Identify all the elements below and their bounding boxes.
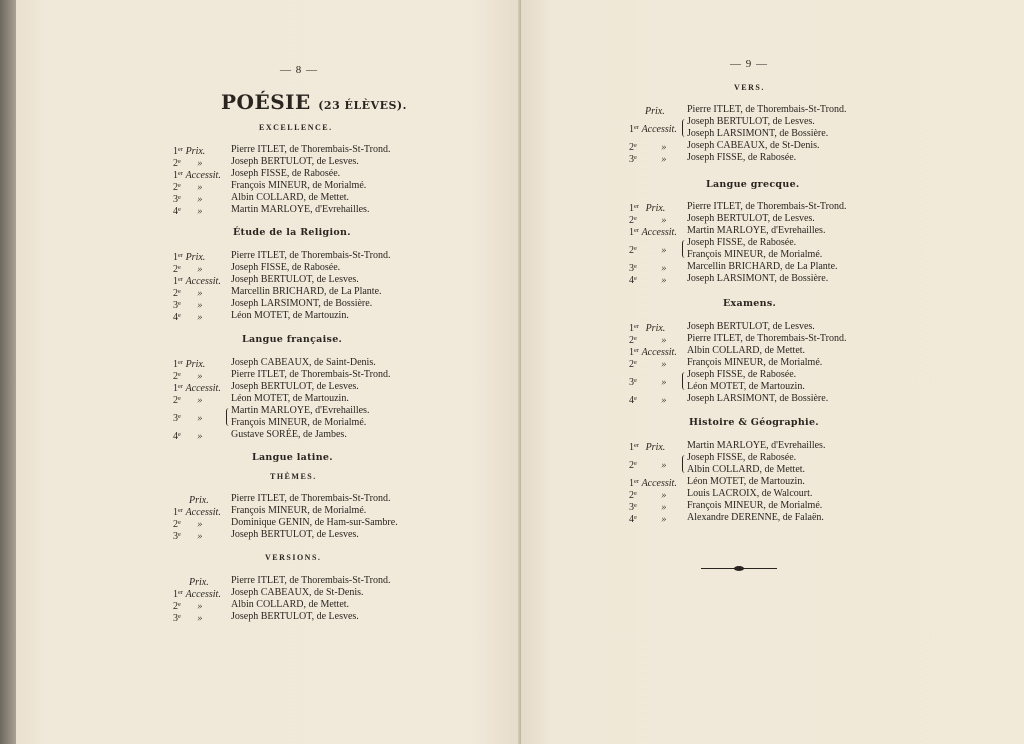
student-name: Léon MOTET, de Martouzin.: [231, 310, 349, 321]
tie-brace: [226, 408, 230, 426]
student-name: Joseph BERTULOT, de Lesves.: [231, 381, 359, 392]
page-edge: [0, 0, 16, 744]
section-heading: EXCELLENCE.: [259, 123, 333, 132]
student-name: Joseph BERTULOT, de Lesves.: [231, 156, 359, 167]
student-name: Joseph CABEAUX, de St-Denis.: [231, 587, 364, 598]
right-page: — 9 — VERS. Prix. Pierre ITLET, de Thorembais-St-Trond. 1er Accessit. Joseph BERTULOT, de Lesves. Joseph LARSIMONT, de Bossière. 2e » Joseph CABEAUX, de St-Denis. 3e » Joseph FISSE, de Rabosée. Langue grecque. 1er Prix. Pierre ITLET, de Thorembais-St-Trond. 2e » Joseph BERTULOT, de Lesves. 1er Accessit. Martin MARLOYE, d'Evrehailles. 2e » Joseph FISSE, de Rabosée. François MINEUR, de Morialmé. 3e » Marcellin BRICHARD, de La Plante. 4e » Joseph LARSIMONT, de Bossière. Examens. 1er Prix. Joseph BERTULOT, de Lesves. 2e » Pierre ITLET, de Thorembais-St-Trond. 1er Accessit. Albin COLLARD, de Mettet. 2e » François MINEUR, de Morialmé. 3e » Joseph FISSE, de Rabosée. Léon MOTET, de Martouzin. 4e » Joseph LARSIMONT, de Bossière. Histoire & Géographie. 1er Prix. Martin MARLOYE, d'Evrehailles. 2e » Joseph FISSE, de Rabosée. Albin COLLARD, de Mettet. 1er Accessit. Léon MOTET, de Martouzin. 2e » Louis LACROIX, de Walcourt. 3e » François MINEUR, de Morialmé. 4e » Alexandre DERENNE, de Falaën.: [521, 0, 1024, 744]
student-name: Léon MOTET, de Martouzin.: [687, 476, 805, 487]
student-name: Albin COLLARD, de Mettet.: [231, 192, 350, 203]
student-name: Joseph LARSIMONT, de Bossière.: [687, 128, 829, 139]
student-name: Joseph BERTULOT, de Lesves.: [231, 529, 359, 540]
student-name: Joseph FISSE, de Rabosée.: [231, 168, 341, 179]
student-name: Joseph LARSIMONT, de Bossière.: [687, 273, 829, 284]
left-page: — 8 — POÉSIE (23 ÉLÈVES). EXCELLENCE. 1er Prix. Pierre ITLET, de Thorembais-St-Trond. 2e » Joseph BERTULOT, de Lesves. 1er Accessit. Joseph FISSE, de Rabosée. 2e » François MINEUR, de Morialmé. 3e » Albin COLLARD, de Mettet. 4e » Martin MARLOYE, d'Evrehailles. Étude de la Religion. 1er Prix. Pierre ITLET, de Thorembais-St-Trond. 2e » Joseph FISSE, de Rabosée. 1er Accessit. Joseph BERTULOT, de Lesves. 2e » Marcellin BRICHARD, de La Plante. 3e » Joseph LARSIMONT, de Bossière. 4e » Léon MOTET, de Martouzin. Langue française. 1er Prix. Joseph CABEAUX, de Saint-Denis. 2e » Pierre ITLET, de Thorembais-St-Trond. 1er Accessit. Joseph BERTULOT, de Lesves. 2e » Léon MOTET, de Martouzin. 3e » Martin MARLOYE, d'Evrehailles. François MINEUR, de Morialmé. 4e » Gustave SORÉE, de Jambes. Langue latine. THÈMES. Prix. Pierre ITLET, de Thorembais-St-Trond. 1er Accessit. François MINEUR, de Morialmé. 2e » Dominique GENIN, de Ham-sur-Sambre. 3e » Joseph BERTULOT, de Lesves. VERSIONS. Prix. Pierre ITLET, de Thorembais-St-Trond. 1er Accessit. Joseph CABEAUX, de St-Denis. 2e » Albin COLLARD, de Mettet. 3e » Joseph BERTULOT, de Lesves.: [16, 0, 521, 744]
student-name: Joseph LARSIMONT, de Bossière.: [687, 393, 829, 404]
student-name: Léon MOTET, de Martouzin.: [231, 393, 349, 404]
student-name: Pierre ITLET, de Thorembais-St-Trond.: [231, 144, 391, 155]
student-name: Martin MARLOYE, d'Evrehailles.: [231, 405, 370, 416]
student-name: Joseph BERTULOT, de Lesves.: [231, 274, 359, 285]
student-name: Pierre ITLET, de Thorembais-St-Trond.: [231, 575, 391, 586]
section-heading: Langue grecque.: [706, 179, 800, 190]
student-name: Léon MOTET, de Martouzin.: [687, 381, 805, 392]
tie-brace: [682, 240, 686, 258]
tie-brace: [682, 119, 686, 137]
student-name: Pierre ITLET, de Thorembais-St-Trond.: [231, 250, 391, 261]
student-name: Louis LACROIX, de Walcourt.: [687, 488, 813, 499]
student-name: Joseph BERTULOT, de Lesves.: [231, 611, 359, 622]
end-ornament: [701, 566, 777, 572]
student-name: Joseph CABEAUX, de St-Denis.: [687, 140, 820, 151]
student-name: François MINEUR, de Morialmé.: [231, 505, 367, 516]
subsection-heading: VERSIONS.: [265, 553, 322, 562]
section-heading: VERS.: [734, 83, 765, 92]
student-name: Pierre ITLET, de Thorembais-St-Trond.: [231, 369, 391, 380]
student-name: François MINEUR, de Morialmé.: [231, 180, 367, 191]
tie-brace: [682, 455, 686, 473]
page-number: — 8 —: [280, 64, 318, 76]
student-name: Joseph FISSE, de Rabosée.: [687, 152, 797, 163]
student-name: Gustave SORÉE, de Jambes.: [231, 429, 347, 440]
student-name: François MINEUR, de Morialmé.: [231, 417, 367, 428]
student-name: François MINEUR, de Morialmé.: [687, 249, 823, 260]
student-name: Albin COLLARD, de Mettet.: [687, 345, 806, 356]
section-heading: Langue latine.: [252, 452, 333, 463]
student-name: François MINEUR, de Morialmé.: [687, 500, 823, 511]
page-number: — 9 —: [730, 58, 768, 70]
student-name: Joseph LARSIMONT, de Bossière.: [231, 298, 373, 309]
section-heading: Examens.: [723, 298, 777, 309]
subsection-heading: THÈMES.: [270, 472, 317, 481]
section-heading: Langue française.: [242, 334, 343, 345]
student-name: Pierre ITLET, de Thorembais-St-Trond.: [231, 493, 391, 504]
student-name: Joseph BERTULOT, de Lesves.: [687, 321, 815, 332]
title-note: (23 ÉLÈVES).: [318, 99, 407, 112]
student-name: Joseph FISSE, de Rabosée.: [231, 262, 341, 273]
student-name: Joseph FISSE, de Rabosée.: [687, 237, 797, 248]
title-text: POÉSIE: [221, 90, 311, 114]
page-title: [221, 90, 407, 114]
student-name: Albin COLLARD, de Mettet.: [687, 464, 806, 475]
student-name: Joseph FISSE, de Rabosée.: [687, 369, 797, 380]
section-heading: Histoire & Géographie.: [689, 417, 819, 428]
student-name: Joseph BERTULOT, de Lesves.: [687, 213, 815, 224]
student-name: Joseph BERTULOT, de Lesves.: [687, 116, 815, 127]
student-name: François MINEUR, de Morialmé.: [687, 357, 823, 368]
student-name: Alexandre DERENNE, de Falaën.: [687, 512, 824, 523]
student-name: Dominique GENIN, de Ham-sur-Sambre.: [231, 517, 398, 528]
student-name: Marcellin BRICHARD, de La Plante.: [687, 261, 838, 272]
student-name: Pierre ITLET, de Thorembais-St-Trond.: [687, 333, 847, 344]
student-name: Joseph FISSE, de Rabosée.: [687, 452, 797, 463]
student-name: Joseph CABEAUX, de Saint-Denis.: [231, 357, 376, 368]
student-name: Pierre ITLET, de Thorembais-St-Trond.: [687, 201, 847, 212]
student-name: Pierre ITLET, de Thorembais-St-Trond.: [687, 104, 847, 115]
student-name: Martin MARLOYE, d'Evrehailles.: [231, 204, 370, 215]
tie-brace: [682, 372, 686, 390]
student-name: Marcellin BRICHARD, de La Plante.: [231, 286, 382, 297]
student-name: Martin MARLOYE, d'Evrehailles.: [687, 225, 826, 236]
student-name: Albin COLLARD, de Mettet.: [231, 599, 350, 610]
student-name: Martin MARLOYE, d'Evrehailles.: [687, 440, 826, 451]
section-heading: Étude de la Religion.: [233, 227, 351, 238]
